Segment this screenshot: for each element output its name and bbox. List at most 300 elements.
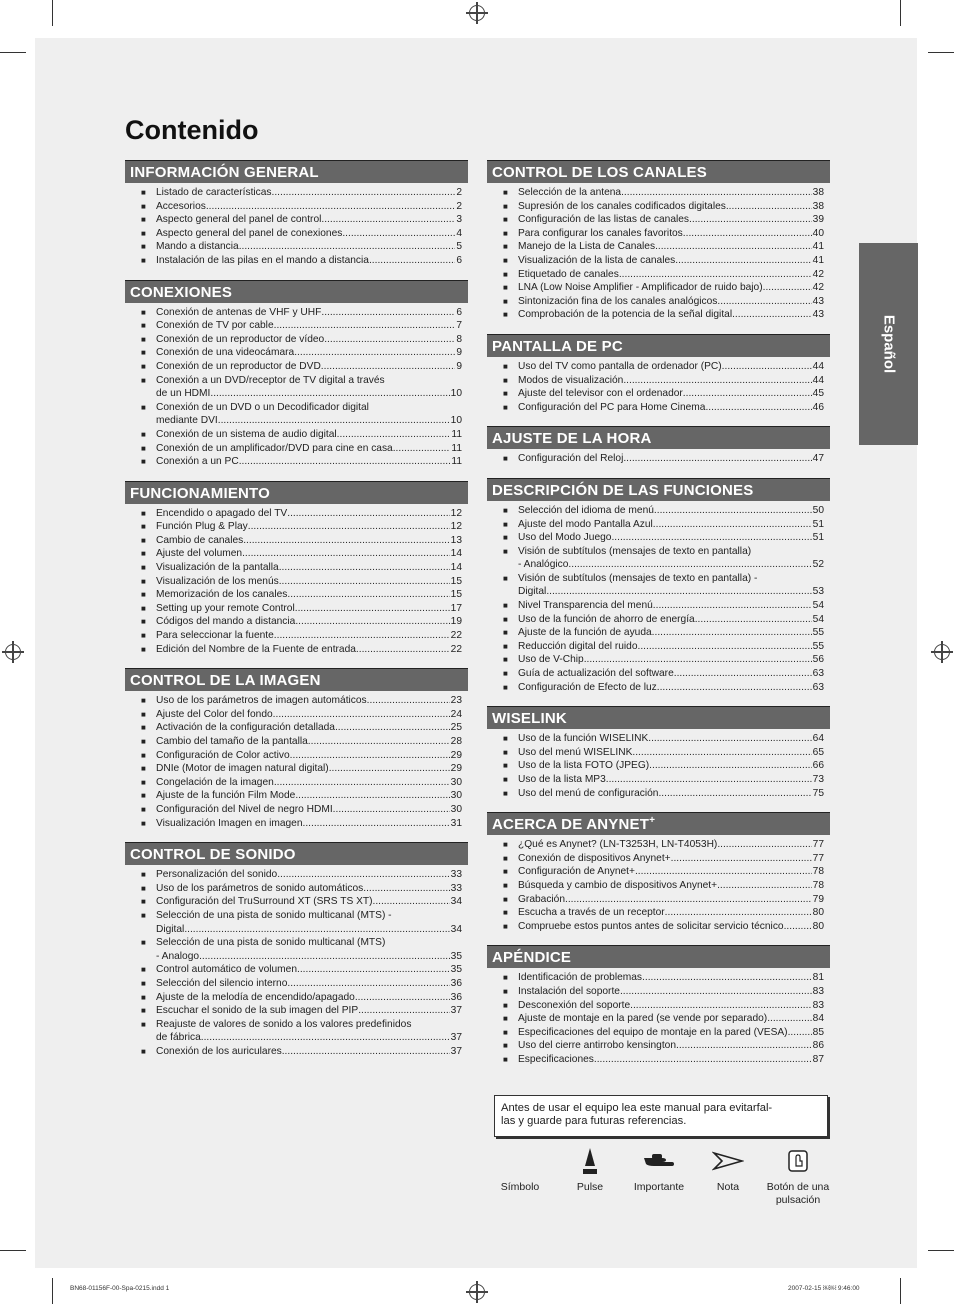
toc-entry[interactable] <box>141 428 462 442</box>
toc-page-number: 51 <box>812 518 824 530</box>
toc-page-number: 7 <box>456 320 462 332</box>
toc-entry[interactable] <box>141 374 462 401</box>
dot-leader <box>242 547 450 561</box>
toc-section-acerca-de-anynet <box>487 812 830 933</box>
dot-leader <box>654 504 812 518</box>
dot-leader <box>290 749 450 763</box>
square-bullet-icon: ■ <box>503 775 508 784</box>
square-bullet-icon: ■ <box>503 1041 508 1051</box>
toc-entry-text: Instalación de las pilas en el mando a distancia <box>156 254 369 266</box>
dot-leader <box>277 868 449 882</box>
toc-entry[interactable] <box>503 626 824 640</box>
dot-leader <box>658 787 811 801</box>
toc-entry[interactable] <box>141 762 462 776</box>
registration-mark-icon <box>469 1284 485 1300</box>
toc-page-number: 12 <box>450 507 462 519</box>
language-tab-label: Español <box>880 314 897 374</box>
square-bullet-icon: ■ <box>503 747 508 757</box>
square-bullet-icon: ■ <box>503 788 508 798</box>
toc-entry-text: Listado de características <box>156 187 272 198</box>
toc-entry-text: Visualización de la pantalla <box>156 562 279 574</box>
dot-leader <box>363 882 449 896</box>
toc-entry[interactable] <box>503 213 824 227</box>
toc-page-number: 85 <box>812 1026 824 1038</box>
toc-entry[interactable] <box>141 643 462 657</box>
toc-entry-text: Para configurar los canales favoritos <box>518 227 683 239</box>
dot-leader <box>199 950 450 964</box>
toc-entry-text: Uso del TV como pantalla de ordenador (PC) <box>518 360 722 372</box>
square-bullet-icon: ■ <box>141 348 146 358</box>
toc-entry-text: Ajuste del modo Pantalla Azul <box>518 518 653 530</box>
toc-page-number: 31 <box>450 817 462 829</box>
square-bullet-icon: ■ <box>141 508 146 518</box>
toc-section-descripcion-de-las-funciones <box>487 478 830 694</box>
square-bullet-icon: ■ <box>503 201 508 211</box>
section-header-text: AJUSTE DE LA HORA <box>492 430 652 448</box>
toc-entry[interactable] <box>503 518 824 532</box>
toc-entry[interactable] <box>141 507 462 521</box>
dot-leader <box>674 667 812 681</box>
square-bullet-icon: ■ <box>503 375 508 385</box>
toc-page-number: 39 <box>812 214 824 226</box>
square-bullet-icon: ■ <box>141 804 146 814</box>
dot-leader <box>606 773 812 787</box>
toc-entry-text: Cambio del tamaño de la pantalla <box>156 736 308 747</box>
dot-leader <box>243 534 449 548</box>
dot-leader <box>619 268 812 282</box>
toc-entry[interactable] <box>503 773 824 787</box>
toc-entry[interactable] <box>503 200 824 214</box>
square-bullet-icon: ■ <box>141 321 146 331</box>
toc-entry[interactable] <box>503 452 824 466</box>
toc-list <box>487 504 830 694</box>
dot-leader <box>393 442 451 456</box>
toc-entry-text: Instalación del soporte <box>518 985 620 997</box>
toc-entry[interactable] <box>141 319 462 333</box>
toc-entry[interactable] <box>141 561 462 575</box>
toc-page-number: 41 <box>812 241 824 253</box>
toc-entry[interactable] <box>503 374 824 388</box>
symbol-label: Importante <box>633 1181 685 1193</box>
toc-page-number: 81 <box>812 972 824 984</box>
toc-entry-text: Conexión a un DVD/receptor de TV digital a través <box>156 374 385 386</box>
dot-leader <box>329 762 450 776</box>
section-header-text: CONEXIONES <box>130 283 233 301</box>
square-bullet-icon: ■ <box>141 402 146 412</box>
toc-entry[interactable] <box>141 534 462 548</box>
toc-page-number: 77 <box>812 839 824 851</box>
dot-leader <box>248 520 450 534</box>
toc-entry[interactable] <box>141 442 462 456</box>
toc-page-number: 8 <box>456 333 462 345</box>
square-bullet-icon: ■ <box>141 644 146 654</box>
toc-entry[interactable] <box>503 1026 824 1040</box>
toc-entry[interactable] <box>503 906 824 920</box>
toc-page-number: 78 <box>812 866 824 878</box>
toc-page-number: 55 <box>812 627 824 639</box>
dot-leader <box>683 387 812 401</box>
toc-list <box>487 360 830 414</box>
toc-entry[interactable] <box>503 653 824 667</box>
crop-mark <box>900 0 901 26</box>
section-header <box>487 334 830 357</box>
toc-entry-text: Ajuste de la melodía de encendido/apagado <box>156 991 355 1003</box>
toc-entry-text: Función Plug & Play <box>156 521 248 533</box>
toc-entry[interactable] <box>141 803 462 817</box>
toc-entry[interactable] <box>141 963 462 977</box>
dot-leader <box>568 558 811 572</box>
toc-entry[interactable] <box>503 681 824 695</box>
symbol-legend-item <box>550 1145 630 1194</box>
dot-leader <box>303 817 450 831</box>
toc-entry-text: Configuración del PC para Home Cinema <box>518 401 706 413</box>
section-header-text: APÉNDICE <box>492 949 572 967</box>
square-bullet-icon: ■ <box>141 978 146 988</box>
square-bullet-icon: ■ <box>503 296 508 306</box>
toc-entry[interactable] <box>503 759 824 773</box>
toc-entry[interactable] <box>141 306 462 320</box>
square-bullet-icon: ■ <box>503 454 508 464</box>
toc-entry[interactable] <box>503 504 824 518</box>
toc-entry-text: mediante DVI <box>156 415 218 427</box>
toc-page-number: 35 <box>450 950 462 962</box>
toc-entry-text: Para seleccionar la fuente <box>156 630 274 642</box>
toc-entry[interactable] <box>503 240 824 254</box>
toc-entry-text: Supresión de los canales codificados digitales <box>518 200 726 212</box>
press-arrow-icon <box>550 1145 630 1177</box>
toc-entry[interactable] <box>503 254 824 268</box>
toc-page-number: 30 <box>450 776 462 788</box>
crop-mark <box>900 1278 901 1304</box>
toc-entry[interactable] <box>141 360 462 374</box>
toc-entry[interactable] <box>503 732 824 746</box>
section-header <box>125 280 468 303</box>
square-bullet-icon: ■ <box>141 750 146 760</box>
dot-leader <box>594 1053 812 1067</box>
dot-leader <box>367 694 450 708</box>
toc-entry[interactable] <box>503 186 824 200</box>
toc-entry-text: Aspecto general del panel de control <box>156 214 322 226</box>
toc-entry[interactable] <box>503 879 824 893</box>
square-bullet-icon: ■ <box>141 617 146 627</box>
toc-entry[interactable] <box>503 667 824 681</box>
toc-entry-text: Desconexión del soporte <box>518 999 631 1011</box>
toc-entry[interactable] <box>141 882 462 896</box>
toc-entry[interactable] <box>141 708 462 722</box>
toc-entry[interactable] <box>503 572 824 599</box>
toc-entry[interactable] <box>141 240 462 254</box>
toc-page-number: 9 <box>456 347 462 359</box>
toc-entry[interactable] <box>141 977 462 991</box>
dot-leader <box>297 963 450 977</box>
dot-leader <box>722 360 812 374</box>
toc-entry-text: DNIe (Motor de imagen natural digital) <box>156 763 329 775</box>
toc-entry-text: Uso de los parámetros de sonido automáticos <box>156 882 364 894</box>
toc-entry[interactable] <box>503 613 824 627</box>
section-header <box>487 426 830 449</box>
toc-entry[interactable] <box>141 735 462 749</box>
toc-entry[interactable] <box>503 281 824 295</box>
toc-entry[interactable] <box>503 999 824 1013</box>
toc-entry-text: Conexión de un sistema de audio digital <box>156 428 337 440</box>
toc-entry[interactable] <box>503 838 824 852</box>
toc-entry-text: Uso de la lista MP3 <box>518 774 606 785</box>
square-bullet-icon: ■ <box>141 938 146 948</box>
toc-entry[interactable] <box>503 227 824 241</box>
toc-list <box>125 306 468 469</box>
toc-entry-text: Búsqueda y cambio de dispositivos Anynet+ <box>518 879 718 891</box>
symbol-label: Pulse <box>576 1181 604 1193</box>
dot-leader <box>767 1012 811 1026</box>
toc-entry[interactable] <box>141 346 462 360</box>
toc-entry[interactable] <box>141 789 462 803</box>
toc-entry[interactable] <box>141 615 462 629</box>
toc-page-number: 11 <box>451 442 462 454</box>
square-bullet-icon: ■ <box>503 655 508 665</box>
square-bullet-icon: ■ <box>503 242 508 252</box>
square-bullet-icon: ■ <box>503 761 508 771</box>
toc-entry[interactable] <box>503 387 824 401</box>
square-bullet-icon: ■ <box>141 870 146 880</box>
toc-entry[interactable] <box>141 186 462 200</box>
toc-entry-text: Sintonización fina de los canales analógicos <box>518 295 718 307</box>
square-bullet-icon: ■ <box>141 188 146 197</box>
toc-entry[interactable] <box>141 694 462 708</box>
toc-entry[interactable] <box>141 1045 462 1059</box>
toc-list <box>487 732 830 800</box>
square-bullet-icon: ■ <box>503 519 508 529</box>
symbol-legend-item <box>688 1145 768 1194</box>
toc-entry[interactable] <box>503 971 824 985</box>
toc-page-number: 22 <box>450 630 462 642</box>
dot-leader <box>655 240 812 254</box>
toc-entry[interactable] <box>141 401 462 428</box>
toc-page-number: 25 <box>450 722 462 734</box>
dot-leader <box>623 452 811 466</box>
toc-right-column <box>487 160 830 1079</box>
dot-leader <box>369 254 455 268</box>
toc-entry-text: Especificaciones <box>518 1053 594 1065</box>
toc-entry[interactable] <box>141 817 462 831</box>
toc-entry[interactable] <box>141 721 462 735</box>
square-bullet-icon: ■ <box>141 576 146 586</box>
toc-entry-text: Congelación de la imagen <box>156 776 274 788</box>
square-bullet-icon: ■ <box>141 764 146 774</box>
toc-entry[interactable] <box>141 868 462 882</box>
toc-entry[interactable] <box>503 599 824 613</box>
toc-entry[interactable] <box>141 895 462 909</box>
toc-entry[interactable] <box>141 227 462 241</box>
toc-page-number: 19 <box>450 616 462 628</box>
toc-section-pantalla-de-pc <box>487 334 830 414</box>
toc-page-number: 35 <box>450 964 462 976</box>
square-bullet-icon: ■ <box>141 535 146 545</box>
toc-entry[interactable] <box>141 602 462 616</box>
section-header-text: WISELINK <box>492 710 567 728</box>
toc-page-number: 2 <box>456 200 462 212</box>
toc-entry-text: Encendido o apagado del TV <box>156 507 288 519</box>
dot-leader <box>788 1026 812 1040</box>
toc-page-number: 29 <box>450 763 462 775</box>
toc-entry[interactable] <box>503 746 824 760</box>
toc-page-number: 55 <box>812 640 824 652</box>
square-bullet-icon: ■ <box>141 737 146 746</box>
toc-page-number: 51 <box>812 532 824 544</box>
dot-leader <box>584 653 812 667</box>
toc-entry[interactable] <box>141 254 462 268</box>
dot-leader <box>287 507 449 521</box>
dot-leader <box>274 319 456 333</box>
toc-entry[interactable] <box>503 1053 824 1067</box>
toc-entry-text: Conexión de un DVD o un Decodificador digital <box>156 401 369 413</box>
square-bullet-icon: ■ <box>141 1046 146 1056</box>
toc-list <box>487 838 830 933</box>
square-bullet-icon: ■ <box>141 965 146 975</box>
toc-page-number: 10 <box>450 415 462 427</box>
registration-mark-icon <box>5 644 21 660</box>
note-line: Antes de usar el equipo lea este manual para evitarfal- <box>501 1102 773 1114</box>
symbol-legend-item <box>619 1145 699 1194</box>
toc-page-number: 43 <box>812 295 824 307</box>
toc-page-number: 34 <box>450 896 462 908</box>
toc-entry-text: Visualización de los menús <box>156 575 279 587</box>
toc-entry-text: Conexión de los auriculares <box>156 1045 282 1057</box>
dot-leader <box>657 681 812 695</box>
toc-entry-text: Manejo de la Lista de Canales <box>518 241 656 253</box>
toc-entry[interactable] <box>503 985 824 999</box>
toc-entry-text: LNA (Low Noise Amplifier - Amplificador de ruido bajo) <box>518 282 763 294</box>
toc-page-number: 77 <box>812 852 824 864</box>
dot-leader <box>653 518 812 532</box>
toc-entry[interactable] <box>141 547 462 561</box>
section-header-text: CONTROL DE LOS CANALES <box>492 164 707 181</box>
toc-entry[interactable] <box>141 200 462 214</box>
toc-entry-text: Códigos del mando a distancia <box>156 616 296 628</box>
dot-leader <box>342 227 455 241</box>
section-header-text: DESCRIPCIÓN DE LAS FUNCIONES <box>492 481 754 499</box>
note-arrow-icon <box>688 1145 768 1177</box>
toc-page-number: 47 <box>812 453 824 465</box>
toc-page-number: 15 <box>450 589 462 601</box>
toc-entry[interactable] <box>141 575 462 589</box>
toc-entry[interactable] <box>503 531 824 545</box>
toc-entry[interactable] <box>141 991 462 1005</box>
section-header-text: INFORMACIÓN GENERAL <box>130 164 319 181</box>
toc-entry-text: Cambio de canales <box>156 534 244 546</box>
toc-left-column <box>125 160 468 1070</box>
dot-leader <box>308 735 450 749</box>
toc-entry-text: Uso del menú de configuración <box>518 787 659 799</box>
toc-entry[interactable] <box>141 333 462 347</box>
dot-leader <box>649 759 812 773</box>
toc-entry-text: Uso de los parámetros de imagen automáticos <box>156 695 367 707</box>
toc-entry[interactable] <box>503 640 824 654</box>
dot-leader <box>630 999 812 1013</box>
toc-entry[interactable] <box>141 749 462 763</box>
toc-entry[interactable] <box>141 1018 462 1045</box>
toc-list <box>487 186 830 322</box>
dot-leader <box>321 213 455 227</box>
toc-entry[interactable] <box>503 401 824 415</box>
dot-leader <box>287 977 449 991</box>
toc-entry[interactable] <box>503 360 824 374</box>
toc-entry[interactable] <box>503 852 824 866</box>
square-bullet-icon: ■ <box>141 242 146 252</box>
dot-leader <box>675 254 811 268</box>
crop-mark <box>0 1250 26 1251</box>
toc-entry-text: Conexión de un amplificador/DVD para cine en casa <box>156 442 393 454</box>
toc-page-number: 80 <box>812 920 824 932</box>
section-header <box>125 481 468 504</box>
toc-page-number: 65 <box>812 746 824 758</box>
section-header <box>487 478 830 501</box>
dot-leader <box>638 640 812 654</box>
toc-entry-text: Uso de V-Chip <box>518 654 584 666</box>
square-bullet-icon: ■ <box>141 1006 146 1016</box>
square-bullet-icon: ■ <box>141 228 146 238</box>
toc-entry[interactable] <box>141 909 462 936</box>
square-bullet-icon: ■ <box>503 1014 508 1024</box>
toc-page-number: 38 <box>812 200 824 212</box>
toc-entry[interactable] <box>503 308 824 322</box>
dot-leader <box>632 746 811 760</box>
dot-leader <box>689 213 812 227</box>
crop-mark <box>52 0 53 26</box>
press-down-icon <box>480 1145 560 1177</box>
toc-entry[interactable] <box>503 865 824 879</box>
toc-page-number: 45 <box>812 388 824 400</box>
toc-entry-text: Compruebe estos puntos antes de solicitar servicio técnico <box>518 920 784 932</box>
registration-mark-icon <box>469 5 485 21</box>
toc-entry[interactable] <box>503 295 824 309</box>
toc-page-number: 24 <box>450 708 462 720</box>
toc-entry[interactable] <box>141 629 462 643</box>
toc-entry[interactable] <box>141 455 462 469</box>
toc-entry-text: Personalización del sonido <box>156 869 278 881</box>
toc-entry[interactable] <box>141 776 462 790</box>
square-bullet-icon: ■ <box>503 389 508 399</box>
toc-entry[interactable] <box>141 936 462 963</box>
toc-entry-text: Visión de subtítulos (mensajes de texto en pantalla) - <box>518 572 758 584</box>
toc-entry[interactable] <box>141 520 462 534</box>
toc-entry[interactable] <box>503 268 824 282</box>
toc-entry[interactable] <box>503 545 824 572</box>
toc-page-number: 37 <box>450 1032 462 1044</box>
toc-page-number: 52 <box>812 559 824 571</box>
toc-entry-text: Configuración de Efecto de luz <box>518 681 657 693</box>
dot-leader <box>337 428 451 442</box>
section-header-text: CONTROL DE SONIDO <box>130 846 296 864</box>
square-bullet-icon: ■ <box>503 867 508 877</box>
square-bullet-icon: ■ <box>141 549 146 559</box>
square-bullet-icon: ■ <box>503 682 508 692</box>
toc-entry[interactable] <box>503 1012 824 1026</box>
toc-entry[interactable] <box>141 588 462 602</box>
toc-entry[interactable] <box>141 213 462 227</box>
toc-entry[interactable] <box>503 893 824 907</box>
toc-entry[interactable] <box>141 1004 462 1018</box>
toc-entry[interactable] <box>503 787 824 801</box>
dot-leader <box>763 281 812 295</box>
toc-page-number: 11 <box>451 456 462 468</box>
toc-entry[interactable] <box>503 920 824 934</box>
toc-list <box>487 452 830 466</box>
toc-entry[interactable] <box>503 1039 824 1053</box>
dot-leader <box>274 776 450 790</box>
toc-page-number: 4 <box>456 227 462 239</box>
square-bullet-icon: ■ <box>141 443 146 453</box>
toc-page-number: 56 <box>812 654 824 666</box>
